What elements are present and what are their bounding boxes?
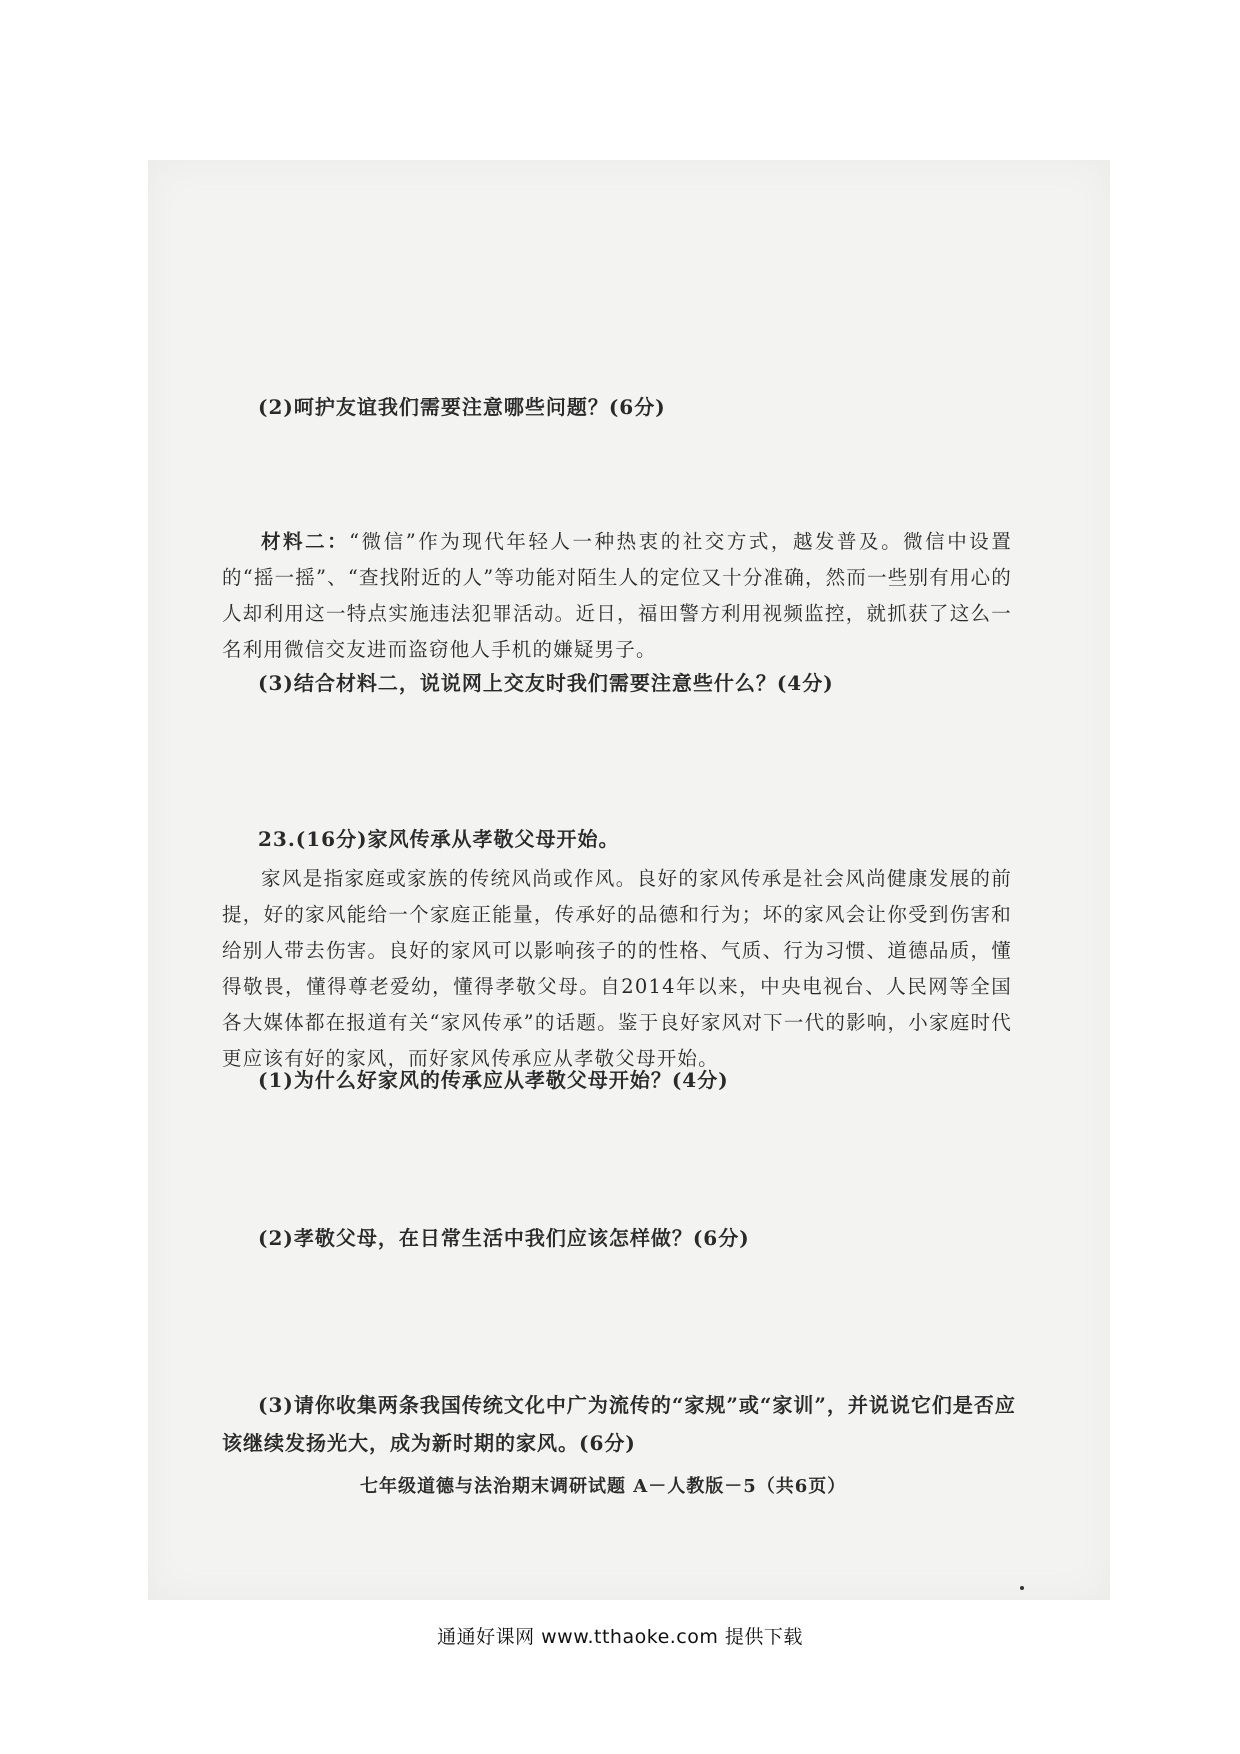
material-2-paragraph <box>222 524 1012 668</box>
question-23-2: (2)孝敬父母，在日常生活中我们应该怎样做？(6分) <box>258 1226 750 1250</box>
question-23-1: (1)为什么好家风的传承应从孝敬父母开始？(4分) <box>258 1068 729 1092</box>
question-23-3 <box>222 1386 1022 1462</box>
question-22-2: (2)呵护友谊我们需要注意哪些问题？(6分) <box>258 395 666 419</box>
download-watermark: 通通好课网 www.tthaoke.com 提供下载 <box>437 1626 803 1648</box>
question-23-paragraph: 家风是指家庭或家族的传统风尚或作风。良好的家风传承是社会风尚健康发展的前提，好的家风能给一个家庭正能量，传承好的品德和行为；坏的家风会让你受到伤害和给别人带去伤害。良好的家风可以影响孩子的的性格、气质、行为习惯、道德品质，懂得敬畏，懂得尊老爱幼，懂得孝敬父母。自2014年以来，中央电视台、人民网等全国各大媒体都在报道有关“家风传承”的话题。鉴于良好家风对下一代的影响，小家庭时代更应该有好的家风，而好家风传承应从孝敬父母开始。 <box>222 867 1012 1070</box>
question-22-3: (3)结合材料二，说说网上交友时我们需要注意些什么？(4分) <box>258 671 834 695</box>
question-23-title: 23.(16分)家风传承从孝敬父母开始。 <box>258 827 620 851</box>
scan-speck <box>1020 1586 1024 1590</box>
material-2-label: 材料二： <box>261 530 350 553</box>
page-footer: 七年级道德与法治期末调研试题 A－人教版－5（共6页） <box>360 1476 847 1497</box>
question-23-3-text: (3)请你收集两条我国传统文化中广为流传的“家规”或“家训”，并说说它们是否应该继续发扬光大，成为新时期的家风。(6分) <box>222 1393 1016 1455</box>
material-2-text: “微信”作为现代年轻人一种热衷的社交方式，越发普及。微信中设置的“摇一摇”、“查找附近的人”等功能对陌生人的定位又十分准确，然而一些别有用心的人却利用这一特点实施违法犯罪活动。近日，福田警方利用视频监控，就抓获了这么一名利用微信交友进而盗窃他人手机的嫌疑男子。 <box>222 530 1012 661</box>
